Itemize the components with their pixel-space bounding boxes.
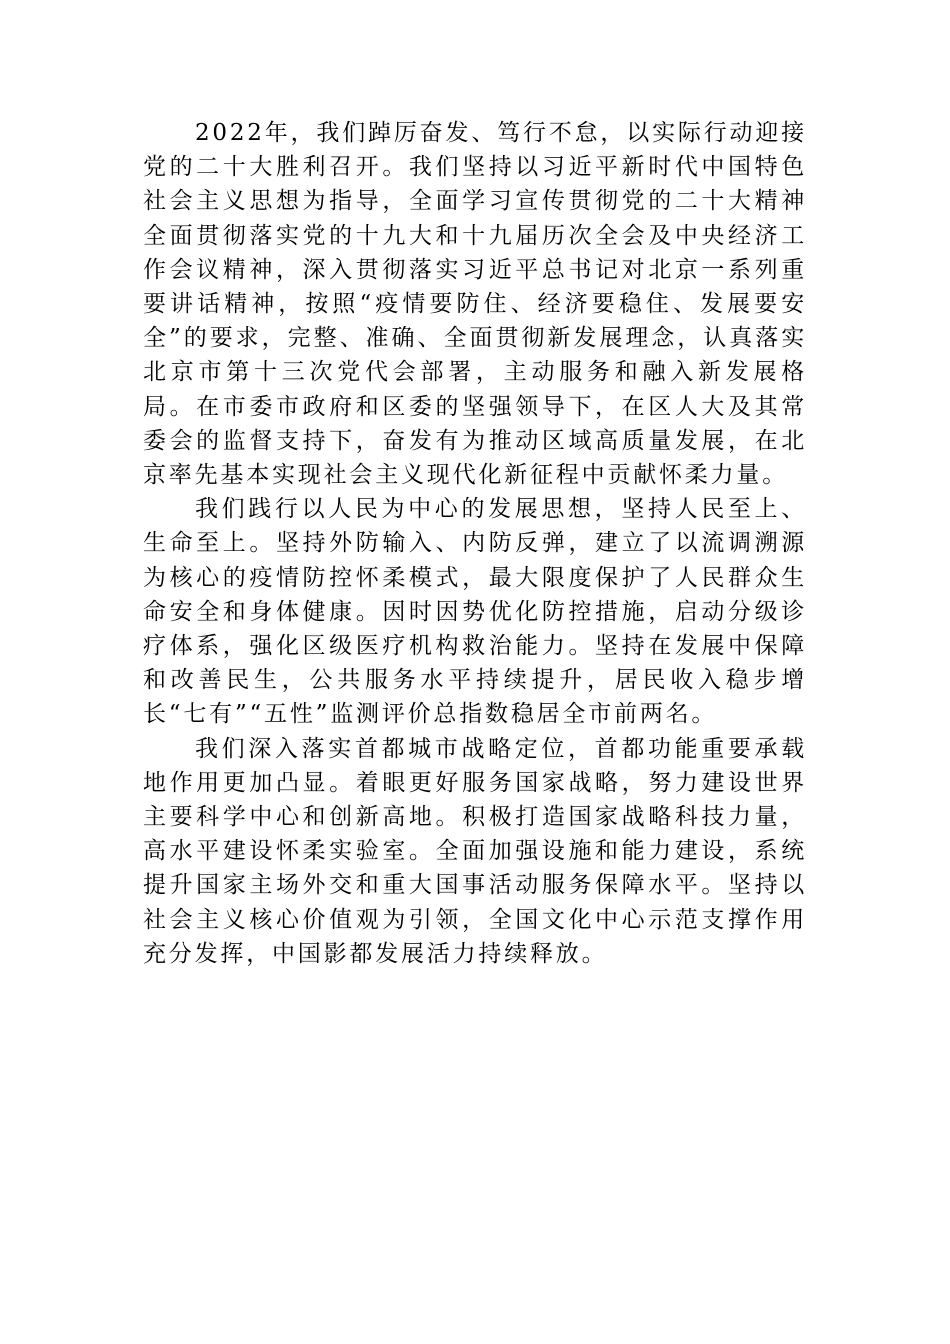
paragraph-2: 我们践行以人民为中心的发展思想，坚持人民至上、生命至上。坚持外防输入、内防反弹，建立了以流调溯源为核心的疫情防控怀柔模式，最大限度保护了人民群众生命安全和身体健康。因时因势优化防控措施，启动分级诊疗体系，强化区级医疗机构救治能力。坚持在发展中保障和改善民生，公共服务水平持续提升，居民收入稳步增长“七有”“五性”监测评价总指数稳居全市前两名。 <box>143 496 807 728</box>
paragraph-1: 2022年，我们踔厉奋发、笃行不怠，以实际行动迎接党的二十大胜利召开。我们坚持以习近平新时代中国特色社会主义思想为指导，全面学习宣传贯彻党的二十大精神全面贯彻落实党的十九大和十九届历次全会及中央经济工作会议精神，深入贯彻落实习近平总书记对北京一系列重要讲话精神，按照“疫情要防住、经济要稳住、发展要安全”的要求，完整、准确、全面贯彻新发展理念，认真落实北京市第十三次党代会部署，主动服务和融入新发展格局。在市委市政府和区委的坚强领导下，在区人大及其常委会的监督支持下，奋发有为推动区域高质量发展，在北京率先基本实现社会主义现代化新征程中贡献怀柔力量。 <box>143 120 807 489</box>
document-body <box>143 116 807 971</box>
paragraph-3: 我们深入落实首都城市战略定位，首都功能重要承载地作用更加凸显。着眼更好服务国家战略，努力建设世界主要科学中心和创新高地。积极打造国家战略科技力量，高水平建设怀柔实验室。全面加强设施和能力建设，系统提升国家主场外交和重大国事活动服务保障水平。坚持以社会主义核心价值观为引领，全国文化中心示范支撑作用充分发挥，中国影都发展活力持续释放。 <box>143 735 807 967</box>
